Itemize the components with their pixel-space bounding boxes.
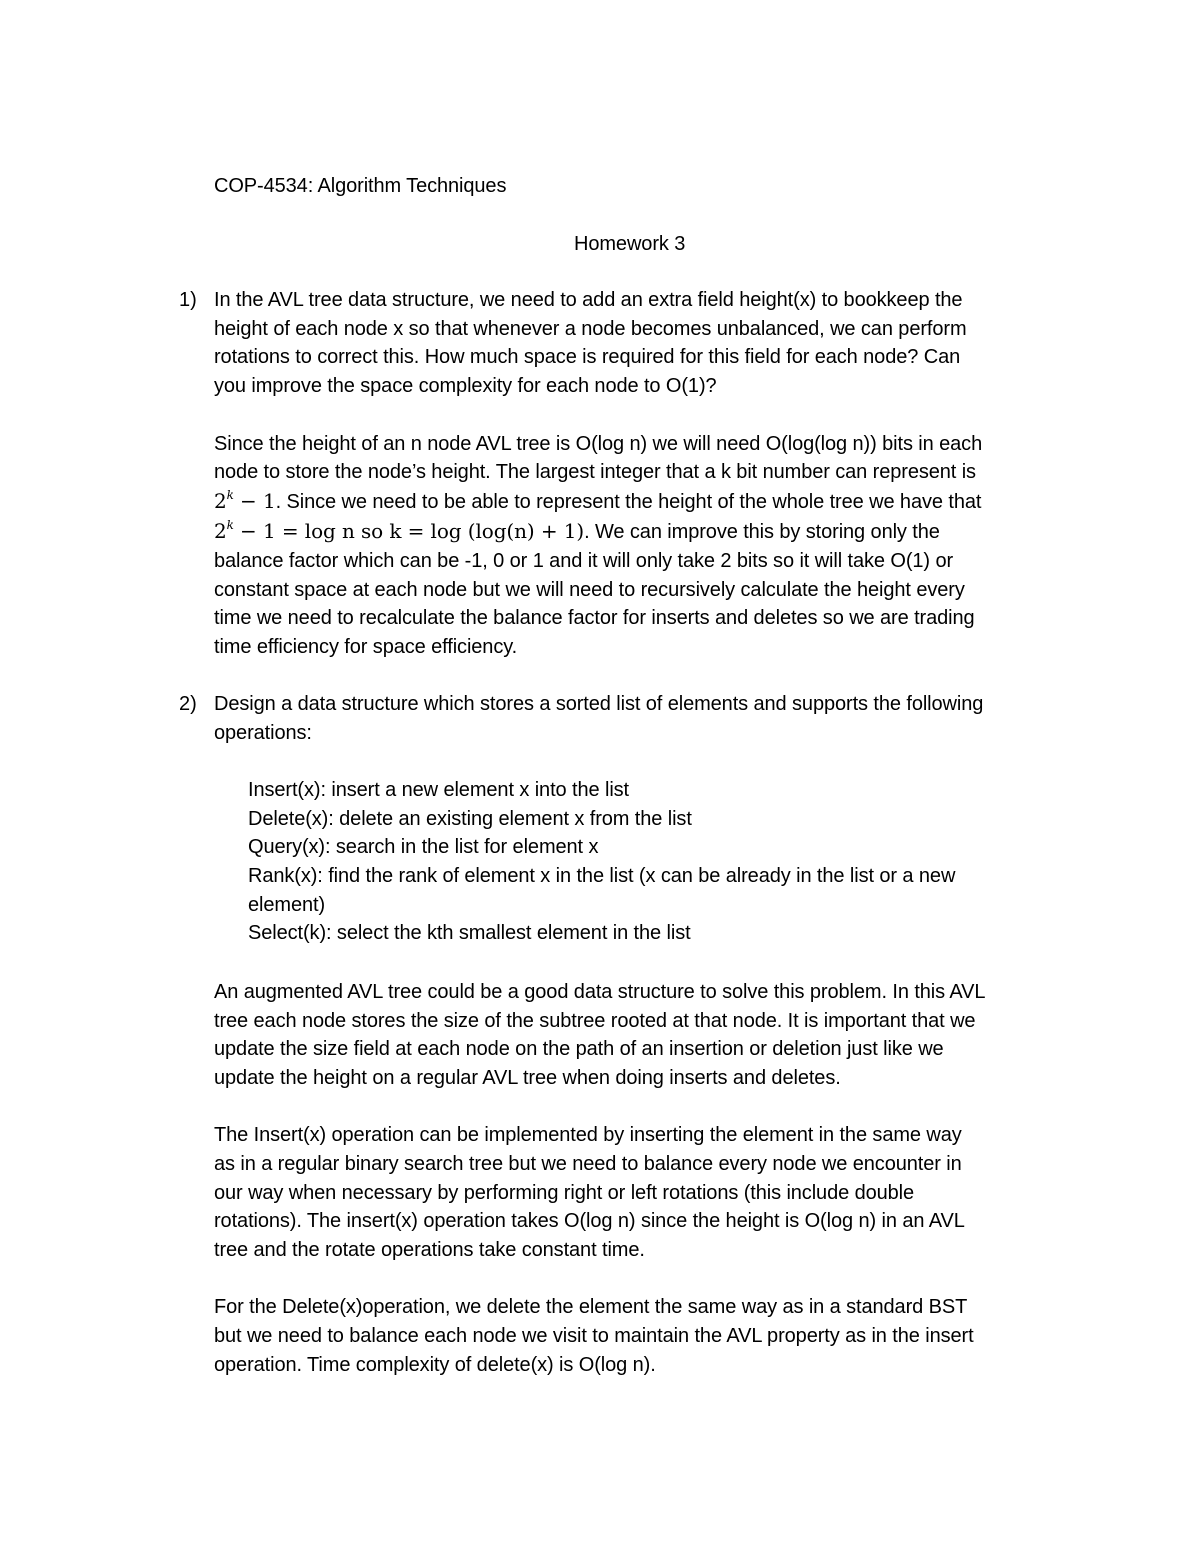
operation-item: Delete(x): delete an existing element x from the list — [248, 808, 692, 830]
answer-1-math-line — [214, 518, 940, 545]
assignment-title: Homework 3 — [574, 233, 686, 255]
answer-1-line: time efficiency for space efficiency. — [214, 636, 518, 658]
answer-1-text: . Since we need to be able to represent the height of the whole tree we have that — [275, 491, 982, 513]
operation-item: element) — [248, 894, 326, 916]
answer-1-line: node to store the node’s height. The largest integer that a k bit number can represent is — [214, 461, 976, 483]
question-1-line: height of each node x so that whenever a node becomes unbalanced, we can perform — [214, 318, 967, 340]
answer-1-line: time we need to recalculate the balance factor for inserts and deletes so we are trading — [214, 607, 975, 629]
answer-1-line: Since the height of an n node AVL tree is O(log n) we will need O(log(log n)) bits in each — [214, 433, 983, 455]
operation-item: Query(x): search in the list for element x — [248, 836, 599, 858]
question-1-line: In the AVL tree data structure, we need to add an extra field height(x) to bookkeep the — [214, 289, 963, 311]
answer-2-paragraph-line: rotations). The insert(x) operation takes O(log n) since the height is O(log n) in an AVL — [214, 1210, 965, 1232]
answer-2-paragraph-line: but we need to balance each node we visit to maintain the AVL property as in the insert — [214, 1325, 974, 1347]
math-expression: $2^k - 1$ — [214, 488, 276, 513]
answer-2-paragraph-line: An augmented AVL tree could be a good data structure to solve this problem. In this AVL — [214, 981, 986, 1003]
math-expression: $2^k - 1 = \log n$ so k = log (log(n) + 1) — [214, 518, 585, 543]
answer-2-paragraph-line: update the size field at each node on the path of an insertion or deletion just like we — [214, 1038, 944, 1060]
course-title: COP-4534: Algorithm Techniques — [214, 175, 507, 197]
operation-item: Select(k): select the kth smallest element in the list — [248, 922, 691, 944]
question-1-line: you improve the space complexity for each node to O(1)? — [214, 375, 717, 397]
question-1-number: 1) — [179, 289, 197, 311]
answer-1-line: constant space at each node but we will need to recursively calculate the height every — [214, 579, 965, 601]
answer-2-paragraph-line: tree and the rotate operations take constant time. — [214, 1239, 645, 1261]
operation-item: Insert(x): insert a new element x into the list — [248, 779, 630, 801]
question-2-line: Design a data structure which stores a sorted list of elements and supports the following — [214, 693, 984, 715]
operation-item: Rank(x): find the rank of element x in the list (x can be already in the list or a new — [248, 865, 956, 887]
answer-2-paragraph-line: For the Delete(x)operation, we delete the element the same way as in a standard BST — [214, 1296, 968, 1318]
answer-2-paragraph-line: update the height on a regular AVL tree when doing inserts and deletes. — [214, 1067, 841, 1089]
question-2-number: 2) — [179, 693, 197, 715]
answer-1-line: balance factor which can be -1, 0 or 1 and it will only take 2 bits so it will take O(1) or — [214, 550, 954, 572]
answer-2-paragraph-line: operation. Time complexity of delete(x) is O(log n). — [214, 1354, 656, 1376]
answer-1-math-line — [214, 488, 981, 515]
answer-2-paragraph-line: our way when necessary by performing right or left rotations (this include double — [214, 1182, 915, 1204]
question-2-line: operations: — [214, 722, 312, 744]
answer-1-text: . We can improve this by storing only the — [584, 521, 940, 543]
answer-2-paragraph-line: The Insert(x) operation can be implemented by inserting the element in the same way — [214, 1124, 962, 1146]
answer-2-paragraph-line: as in a regular binary search tree but we need to balance every node we encounter in — [214, 1153, 962, 1175]
question-1-line: rotations to correct this. How much space is required for this field for each node? Can — [214, 346, 961, 368]
answer-2-paragraph-line: tree each node stores the size of the subtree rooted at that node. It is important that we — [214, 1010, 976, 1032]
